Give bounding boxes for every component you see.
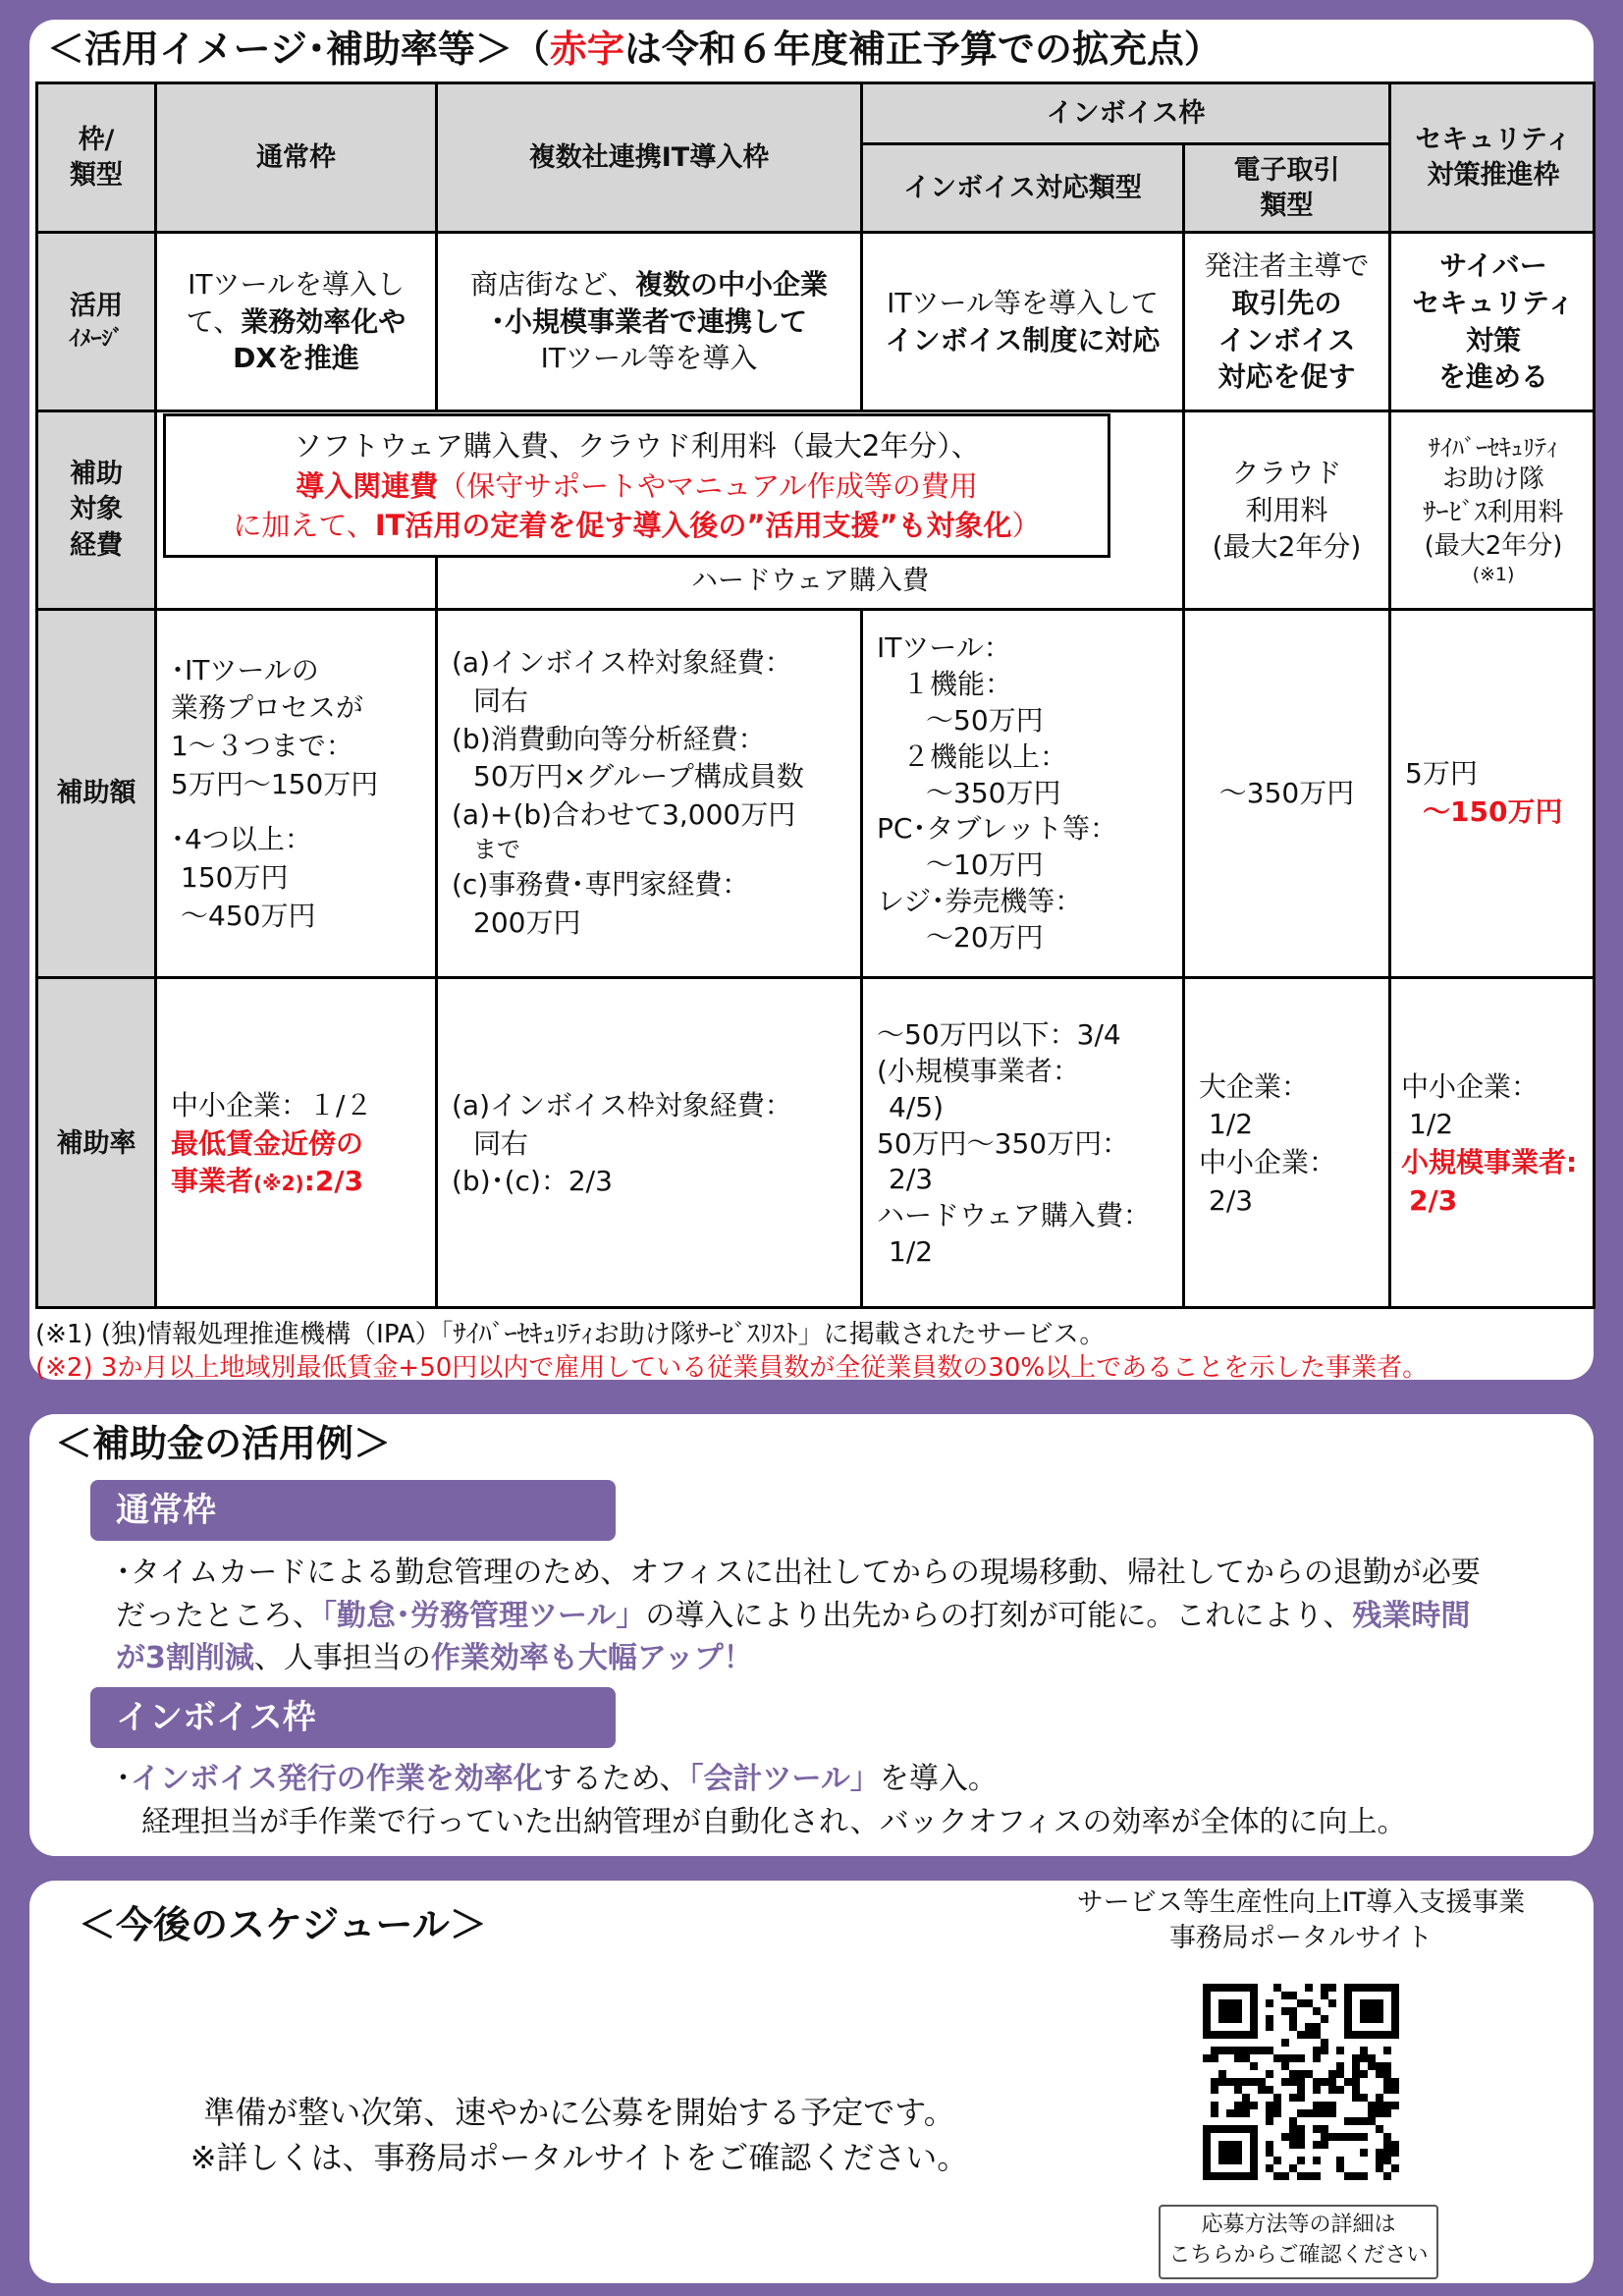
row-label-rate: 補助率	[35, 976, 154, 1309]
row-label-amount: 補助額	[35, 608, 154, 976]
header-multi: 複数社連携IT導入枠	[435, 82, 860, 231]
rate-normal: 中小企業：１/２ 最低賃金近傍の 事業者(※2):2/3	[154, 976, 435, 1309]
example-normal: ･タイムカードによる勤怠管理のため、オフィスに出社してからの現場移動、帰社してからの退勤が必要 だったところ、「勤怠･労務管理ツール」の導入により出先からの打刻が可能に。これにより、残業時間 が3割削減、人事担当の作業効率も大幅アップ！	[116, 1556, 1481, 1675]
image-multi: 商店街など、複数の中小企業 ･小規模事業者で連携して ITツール等を導入	[435, 231, 860, 410]
header-invoice-type: インボイス対応類型	[860, 142, 1182, 231]
amount-security: 5万円 ～150万円	[1388, 608, 1596, 976]
header-category: 枠/ 類型	[35, 82, 154, 231]
header-e-trade: 電子取引 類型	[1182, 142, 1388, 231]
amount-invoice: ITツール： １機能： ～50万円 ２機能以上： ～350万円 PC･タブレット等： ～10万円 レジ･券売機等： ～20万円	[860, 608, 1182, 976]
image-security: サイバー セキュリティ 対策 を進める	[1388, 231, 1596, 410]
hardware-cost: ハードウェア購入費	[691, 566, 929, 596]
section-title-schedule: ＜今後のスケジュール＞	[79, 1903, 487, 1946]
schedule-text: 準備が整い次第、速やかに公募を開始する予定です。 ※詳しくは、事務局ポータルサイトをご確認ください。	[189, 2094, 969, 2177]
cost-highlight-box: ソフトウェア購入費、クラウド利用料（最大2年分）、 導入関連費（保守サポートやマニュアル作成等の費用 に加えて、IT活用の定着を促す導入後の”活用支援”も対象化）	[163, 413, 1110, 558]
portal-label: サービス等生産性向上IT導入支援事業 事務局ポータルサイト	[1076, 1887, 1526, 1954]
example-invoice: ･インボイス発行の作業を効率化するため、「会計ツール」を導入。 経理担当が手作業で行っていた出納管理が自動化され、バックオフィスの効率が全体的に向上。	[116, 1762, 1407, 1839]
footnote-1: (※1) (独)情報処理推進機構（IPA）「ｻｲﾊﾞｰｾｷｭﾘﾃｨお助け隊ｻｰﾋﾞｽﾘｽﾄ」に掲載されたサービス。	[35, 1320, 1106, 1349]
footnote-2: (※2) 3か月以上地域別最低賃金+50円以内で雇用している従業員数が全従業員数の30%以上であることを示した事業者。	[35, 1353, 1429, 1383]
title-red: 赤字	[549, 27, 624, 71]
rate-e-trade: 大企業： 1/2 中小企業： 2/3	[1182, 976, 1388, 1309]
cost-e-trade: クラウド 利用料 (最大2年分)	[1182, 410, 1388, 608]
header-normal: 通常枠	[154, 82, 435, 231]
row-label-cost: 補助 対象 経費	[35, 410, 154, 608]
amount-e-trade: ～350万円	[1182, 608, 1388, 976]
row-label-image: 活用 ｲﾒｰｼﾞ	[35, 231, 154, 410]
image-e-trade: 発注者主導で 取引先の インボイス 対応を促す	[1182, 231, 1388, 410]
amount-normal: ･ITツールの 業務プロセスが 1～３つまで： 5万円～150万円 ･4つ以上： 150万円 ～450万円	[154, 608, 435, 976]
image-invoice: ITツール等を導入して インボイス制度に対応	[860, 231, 1182, 410]
header-invoice-group: インボイス枠	[860, 82, 1388, 142]
title-suffix: は令和６年度補正予算での拡充点）	[623, 27, 1221, 71]
tag-invoice: インボイス枠	[90, 1687, 616, 1748]
qr-note: 応募方法等の詳細は こちらからご確認ください	[1159, 2205, 1438, 2279]
amount-multi: (a)インボイス枠対象経費： 同右 (b)消費動向等分析経費： 50万円×グループ構成員数 (a)+(b)合わせて3,000万円 まで (c)事務費･専門家経費： 200万円	[435, 608, 860, 976]
rate-invoice: ～50万円以下：3/4 (小規模事業者： 4/5) 50万円～350万円： 2/3 ハードウェア購入費： 1/2	[860, 976, 1182, 1309]
tag-normal: 通常枠	[90, 1480, 616, 1541]
section-title-examples: ＜補助金の活用例＞	[55, 1422, 392, 1465]
rate-multi: (a)インボイス枠対象経費： 同右 (b)･(c)：2/3	[435, 976, 860, 1309]
title-text: ＜活用イメージ･補助率等＞	[47, 27, 513, 71]
image-normal: ITツールを導入し て、業務効率化や DXを推進	[154, 231, 435, 410]
section-title-subsidy	[47, 27, 1221, 73]
qr-code-icon[interactable]	[1203, 1984, 1399, 2180]
qr-code-graphic	[1203, 1984, 1399, 2180]
title-paren: （	[512, 27, 550, 71]
rate-security: 中小企業： 1/2 小規模事業者: 2/3	[1388, 976, 1596, 1309]
cost-security: ｻｲﾊﾞｰｾｷｭﾘﾃｨ お助け隊 ｻｰﾋﾞｽ利用料 (最大2年分) (※1)	[1388, 410, 1596, 608]
header-security: セキュリティ 対策推進枠	[1388, 82, 1596, 231]
